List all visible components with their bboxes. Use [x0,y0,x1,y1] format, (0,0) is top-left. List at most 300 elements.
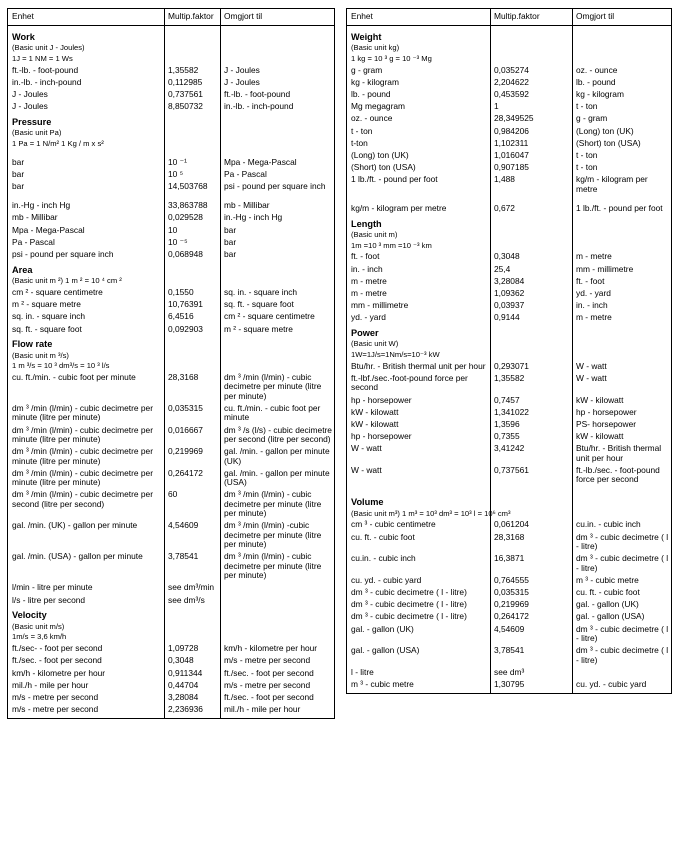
table-row [347,312,671,324]
unit-cell: l - litre [351,666,374,677]
section-note: (Basic unit J - Joules) [12,43,85,53]
converted-cell: in.-lb. - inch-pound [224,101,294,112]
factor-cell: 0,3048 [494,251,520,262]
table-row [347,275,671,287]
unit-cell: m/s - metre per second [12,704,99,715]
converted-cell: dm ³ /min (l/min) - cubic decimetre per minute (litre per minute) [224,551,322,581]
section-note: 1m =10 ³ mm =10 ⁻³ km [351,240,432,250]
factor-cell: 8,850732 [168,101,203,112]
unit-cell: hp - horsepower [351,431,412,442]
unit-cell: hp - horsepower [351,394,412,405]
table-row [347,263,671,275]
unit-cell: dm ³ - cubic decimetre ( l - litre) [351,586,467,597]
unit-cell: oz. - ounce [351,113,393,124]
converted-cell: mil./h - mile per hour [224,704,301,715]
table-row [347,419,671,431]
unit-cell: in.-lb. - inch-pound [12,76,82,87]
factor-cell: 0,9144 [494,312,520,323]
factor-cell: 28,3168 [494,531,525,542]
header-converted: Omgjort til [224,11,263,21]
converted-cell: t - ton [576,162,598,173]
factor-cell: see dm³ [494,666,525,677]
left-table-body [8,26,334,716]
factor-cell: 1,3596 [494,419,520,430]
left-table-header [8,9,334,26]
unit-cell: sq. ft. - square foot [12,323,82,334]
unit-cell: dm ³ - cubic decimetre ( l - litre) [351,611,467,622]
table-row [8,212,334,224]
converted-cell: cu. ft./min. - cubic foot per minute [224,403,321,423]
converted-cell: dm ³ /s (l/s) - cubic decimetre per second (litre per second) [224,424,332,445]
table-row [347,162,671,174]
table-row [8,594,334,606]
factor-cell: 10,76391 [168,299,203,310]
converted-cell: lb. - pound [576,76,616,87]
section-note: 1 Pa = 1 N/m² 1 Kg / m x s² [12,138,104,148]
factor-cell: 1,102311 [494,137,529,148]
converted-cell: mm - millimetre [576,263,634,274]
unit-cell: cu. ft./min. - cubic foot per minute [12,372,136,383]
table-row [8,582,334,594]
converted-cell: J - Joules [224,76,260,87]
factor-cell: 0,092903 [168,323,203,334]
unit-cell: gal. - gallon (UK) [351,623,414,634]
section-note: 1W=1J/s=1Nm/s=10⁻³ kW [351,349,440,359]
factor-cell: 2,204622 [494,76,529,87]
converted-cell: g - gram [576,113,608,124]
unit-cell: dm ³ /min (l/min) - cubic decimetre per minute (litre per minute) [12,403,154,423]
converted-cell: in.-Hg - inch Hg [224,212,283,223]
factor-cell: 60 [168,489,178,500]
unit-cell: l/min - litre per minute [12,582,93,593]
table-row [8,311,334,323]
unit-cell: J - Joules [12,89,48,100]
unit-cell: bar [12,156,25,167]
section-heading: Length [351,218,382,229]
factor-cell: 0,219969 [494,599,529,610]
section-note: (Basic unit m ²) 1 m ² = 10 ⁴ cm ² [12,276,122,286]
unit-cell: ft./sec- - foot per second [12,643,103,654]
factor-cell: 0,3048 [168,655,194,666]
section-note: (Basic unit W) [351,339,399,349]
factor-cell: 6,4516 [168,311,194,322]
converted-cell: m/s - metre per second [224,655,311,666]
right-conversion-table [346,8,672,694]
table-row [8,489,334,520]
unit-cell: bar [12,181,25,192]
table-row [8,64,334,76]
unit-cell: bar [12,168,25,179]
unit-cell: dm ³ /min (l/min) - cubic decimetre per minute (litre per minute) [12,424,154,445]
unit-cell: in.-Hg - inch Hg [12,200,71,211]
unit-cell: l/s - litre per second [12,594,86,605]
table-row [347,431,671,443]
unit-cell: ft.-lbf./sec.-foot-pound force per second [351,373,468,393]
unit-cell: ft. - foot [351,251,380,262]
table-row [347,300,671,312]
unit-cell: yd. - yard [351,312,386,323]
unit-cell: Mpa - Mega-Pascal [12,224,85,235]
factor-cell: see dm³/min [168,582,215,593]
header-converted: Omgjort til [576,11,615,21]
converted-cell: dm ³ - cubic decimetre ( l - litre) [576,623,669,643]
factor-cell: 1,35582 [494,373,525,384]
converted-cell: (Short) ton (USA) [576,137,641,148]
table-row [8,403,334,425]
section-heading: Flow rate [12,339,53,350]
table-row [8,655,334,667]
factor-cell: 0,068948 [168,249,203,260]
unit-cell: in. - inch [351,263,383,274]
converted-cell: bar [224,224,237,235]
converted-cell: cm ² - square centimetre [224,311,315,322]
table-row [8,446,334,468]
factor-cell: 0,035315 [494,586,529,597]
section-heading: Area [12,264,33,275]
table-row [8,101,334,113]
factor-cell: 1,30795 [494,678,525,689]
table-row [8,643,334,655]
table-row [8,200,334,212]
converted-cell: kW - kilowatt [576,394,624,405]
unit-cell: g - gram [351,64,383,75]
table-row [8,679,334,691]
section-heading: Pressure [12,117,52,128]
unit-cell: dm ³ /min (l/min) - cubic decimetre per minute (litre per minute) [12,446,154,466]
factor-cell: 0,112985 [168,76,203,87]
factor-cell: 14,503768 [168,181,208,192]
table-row [347,679,671,691]
section-note: (Basic unit m) [351,230,398,240]
converted-cell: sq. ft. - square foot [224,299,294,310]
unit-cell: m/s - metre per second [12,691,99,702]
factor-cell: 0,264172 [168,467,203,478]
section-note: 1 kg = 10 ³ g = 10 ⁻³ Mg [351,53,432,63]
converted-cell: m/s - metre per second [224,679,311,690]
converted-cell: yd. - yard [576,288,611,299]
table-row [8,323,334,335]
header-factor: Multip.faktor [494,11,540,21]
table-row [8,667,334,679]
factor-cell: 0,44704 [168,679,199,690]
table-row [347,465,671,487]
converted-cell: dm ³ - cubic decimetre ( l - litre) [576,553,669,573]
unit-cell: W - watt [351,465,382,475]
section-note: 1m/s = 3,6 km/h [12,632,67,642]
factor-cell: 10 [168,224,178,235]
converted-cell: kg/m - kilogram per metre [576,174,648,194]
factor-cell: 10 ⁻¹ [168,156,187,167]
unit-cell: mb - Millibar [12,212,58,223]
unit-cell: (Short) ton (USA) [351,162,416,173]
converted-cell: m - metre [576,312,612,323]
table-row [347,553,671,575]
table-row [8,156,334,168]
unit-cell: sq. in. - square inch [12,311,86,322]
factor-cell: 3,78541 [494,645,525,656]
factor-cell: 0,03937 [494,300,525,311]
unit-cell: psi - pound per square inch [12,249,114,260]
table-row [347,251,671,263]
table-row [347,373,671,395]
table-row [8,224,334,236]
unit-cell: m ³ - cubic metre [351,678,414,689]
section-note: (Basic unit Pa) [12,128,62,138]
converted-cell: cu. yd. - cubic yard [576,678,647,689]
right-table-body [347,26,671,691]
unit-cell: kW - kilowatt [351,406,399,417]
converted-cell: gal. /min. - gallon per minute (USA) [224,467,330,488]
unit-cell: mm - millimetre [351,300,409,311]
section-note: (Basic unit m ³/s) [12,350,69,360]
table-row [347,443,671,465]
converted-cell: W - watt [576,373,607,384]
unit-cell: cm ² - square centimetre [12,287,103,298]
factor-cell: 1,341022 [494,406,529,417]
table-row [347,101,671,113]
unit-cell: kW - kilowatt [351,419,399,430]
factor-cell: 10 ⁵ [168,168,184,179]
unit-cell: gal. /min. (USA) - gallon per minute [12,551,143,562]
header-unit: Enhet [351,11,373,21]
converted-cell: ft.-lb. - foot-pound [224,89,291,100]
factor-cell: 1,09728 [168,643,199,654]
factor-cell: 4,54609 [494,623,525,634]
table-row [8,704,334,716]
unit-cell: gal. - gallon (USA) [351,645,420,656]
converted-cell: t - ton [576,101,598,112]
factor-cell: 0,911344 [168,667,203,678]
factor-cell: 0,764555 [494,574,529,585]
table-row [347,360,671,372]
unit-cell: t - ton [351,125,373,136]
factor-cell: 0,737561 [168,89,203,100]
section-heading: Volume [351,497,384,508]
factor-cell: 0,264172 [494,611,529,622]
section-heading: Velocity [12,610,47,621]
table-row [347,611,671,623]
factor-cell: see dm³/s [168,594,205,605]
converted-cell: J - Joules [224,64,260,75]
factor-cell: 10 ⁻⁵ [168,236,188,247]
unit-cell: cu. yd. - cubic yard [351,574,422,585]
converted-cell: ft.-lb./sec. - foot-pound force per second [576,465,660,485]
unit-cell: m - metre [351,288,387,299]
converted-cell: hp - horsepower [576,406,637,417]
factor-cell: 28,349525 [494,113,534,124]
factor-cell: 4,54609 [168,520,199,531]
table-row [347,64,671,76]
row-spacer [347,486,671,493]
converted-cell: W - watt [576,360,607,371]
table-row [347,203,671,215]
converted-cell: psi - pound per square inch [224,181,326,192]
factor-cell: 0,293071 [494,360,529,371]
converted-cell: gal. - gallon (UK) [576,599,639,610]
converted-cell: Btu/hr. - British thermal unit per hour [576,443,662,463]
factor-cell: 2,236936 [168,704,203,715]
unit-cell: Pa - Pascal [12,236,55,247]
table-row [347,125,671,137]
converted-cell: Mpa - Mega-Pascal [224,156,297,167]
unit-cell: ft./sec. - foot per second [12,655,102,666]
table-row [347,519,671,531]
factor-cell: 1,35582 [168,64,199,75]
factor-cell: 1,09362 [494,288,525,299]
unit-cell: lb. - pound [351,89,391,100]
table-row [347,531,671,553]
unit-cell: dm ³ /min (l/min) - cubic decimetre per second (litre per second) [12,489,154,509]
section-note: (Basic unit kg) [351,43,400,53]
unit-cell: dm ³ - cubic decimetre ( l - litre) [351,599,467,610]
unit-cell: Mg megagram [351,101,405,112]
converted-cell: 1 lb./ft. - pound per foot [576,202,663,213]
converted-cell: sq. in. - square inch [224,287,298,298]
table-row [8,169,334,181]
unit-cell: Btu/hr. - British thermal unit per hour [351,360,486,371]
section-heading: Weight [351,32,382,42]
table-row [347,137,671,149]
factor-cell: 0,029528 [168,212,203,223]
factor-cell: 28,3168 [168,372,199,383]
unit-cell: t-ton [351,137,368,148]
section-heading: Work [12,32,35,42]
table-row [347,666,671,678]
section-heading: Power [351,328,379,339]
factor-cell: 1,488 [494,174,515,185]
table-row [347,288,671,300]
factor-cell: 3,41242 [494,443,525,454]
converted-cell: dm ³ /min (l/min) -cubic decimetre per minute (litre per minute) [224,520,322,550]
table-row [347,89,671,101]
factor-cell: 0,7355 [494,431,520,442]
section-note: 1J = 1 NM = 1 Ws [12,53,73,63]
table-row [347,406,671,418]
row-spacer [8,149,334,156]
table-row [347,174,671,196]
factor-cell: 33,863788 [168,200,208,211]
unit-cell: m ² - square metre [12,299,81,310]
table-row [347,150,671,162]
factor-cell: 0,907185 [494,162,529,173]
table-row [347,394,671,406]
header-unit: Enhet [12,11,34,21]
table-row [8,76,334,88]
factor-cell: 0,061204 [494,519,529,530]
factor-cell: 25,4 [494,263,511,274]
table-row [8,287,334,299]
table-row [347,623,671,645]
converted-cell: t - ton [576,150,598,160]
converted-cell: kg - kilogram [576,89,624,100]
section-note: (Basic unit m/s) [12,621,65,631]
unit-cell: kg/m - kilogram per metre [351,202,447,213]
unit-cell: mil./h - mile per hour [12,679,89,690]
converted-cell: bar [224,249,237,260]
table-row [8,520,334,551]
converted-cell: (Long) ton (UK) [576,125,634,136]
unit-cell: gal. /min. (UK) - gallon per minute [12,520,138,531]
unit-cell: (Long) ton (UK) [351,150,409,160]
converted-cell: cu. ft. - cubic foot [576,586,640,597]
factor-cell: 1 [494,101,499,112]
converted-cell: dm ³ - cubic decimetre ( l - litre) [576,531,669,551]
converted-cell [220,582,334,585]
table-row [8,249,334,261]
table-row [347,645,671,667]
table-row [8,467,334,489]
converted-cell: dm ³ /min (l/min) - cubic decimetre per minute (litre per minute) [224,489,322,519]
factor-cell: 0,672 [494,202,515,213]
unit-cell: ft.-lb. - foot-pound [12,64,79,75]
table-row [8,89,334,101]
unit-cell: km/h - kilometre per hour [12,667,106,678]
converted-cell: ft. - foot [576,275,605,286]
table-row [347,574,671,586]
factor-cell: 0,737561 [494,465,529,475]
unit-cell: dm ³ /min (l/min) - cubic decimetre per minute (litre per minute) [12,467,154,488]
converted-cell: PS- horsepower [576,419,637,430]
section-note: (Basic unit m³) 1 m³ = 10³ dm³ = 10³ l = 10⁶ cm³ [351,508,511,518]
table-row [8,691,334,703]
table-row [8,551,334,582]
converted-cell: gal. - gallon (USA) [576,611,645,622]
unit-cell: cu.in. - cubic inch [351,553,416,564]
section-note: 1 m ³/s = 10 ³ dm³/s = 10 ³ l/s [12,361,110,371]
factor-cell: 1,016047 [494,150,529,160]
factor-cell: 0,016667 [168,424,203,435]
factor-cell: 0,1550 [168,287,194,298]
factor-cell: 0,219969 [168,446,203,457]
table-row [347,587,671,599]
unit-cell: 1 lb./ft. - pound per foot [351,174,438,185]
factor-cell: 0,7457 [494,394,520,405]
converted-cell: km/h - kilometre per hour [224,643,318,654]
table-row [8,424,334,446]
right-table-header [347,9,671,26]
row-spacer [347,196,671,203]
unit-cell: cu. ft. - cubic foot [351,531,415,542]
unit-cell: J - Joules [12,101,48,112]
converted-cell: ft./sec. - foot per second [224,691,314,702]
converted-cell [220,594,334,597]
factor-cell: 16,3871 [494,553,525,564]
converted-cell: m ² - square metre [224,323,293,334]
factor-cell: 0,453592 [494,89,529,100]
table-row [8,181,334,193]
converted-cell: ft./sec. - foot per second [224,667,314,678]
converted-cell: kW - kilowatt [576,431,624,442]
converted-cell [572,666,671,669]
table-row [347,113,671,125]
factor-cell: 0,984206 [494,125,529,136]
converted-cell: cu.in. - cubic inch [576,519,641,530]
unit-cell: m - metre [351,275,387,286]
left-conversion-table [7,8,335,719]
row-spacer [8,193,334,200]
table-row [8,299,334,311]
factor-cell: 3,78541 [168,551,199,562]
converted-cell: oz. - ounce [576,64,618,75]
converted-cell: in. - inch [576,300,608,311]
unit-cell: cm ³ - cubic centimetre [351,519,436,530]
factor-cell: 0,035315 [168,403,203,414]
table-row [8,372,334,403]
converted-cell: m ³ - cubic metre [576,574,639,585]
converted-cell: m - metre [576,251,612,262]
unit-cell: W - watt [351,443,382,454]
converted-cell: gal. /min. - gallon per minute (UK) [224,446,330,466]
